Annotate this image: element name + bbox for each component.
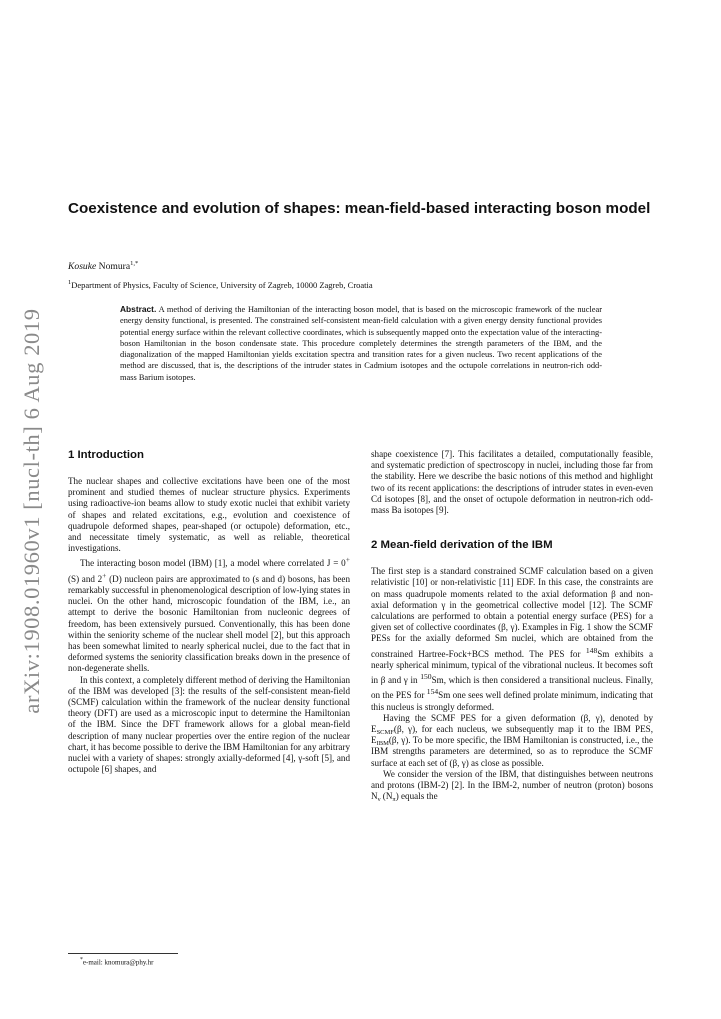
section-heading-mean-field: 2 Mean-field derivation of the IBM [371, 539, 553, 552]
intro-paragraph-1: The nuclear shapes and collective excitations have been one of the most prominent and studied themes of nuclear structure physics. Experiments using radioactive-ion beams allow to study exotic nuclei that exhibit variety of shapes and related excitations, e.g., evolution and coexistence of quadrupole deformed shapes, pear-shaped (or octupole) deformation, etc., and necessitate timely systematic, as well as reliable, theoretical investigations. [68, 476, 350, 554]
sec2-paragraph-1: The first step is a standard constrained SCMF calculation based on a given relativistic [10] or non-relativistic [11] EDF. In this case, the constraints are on mass quadrupole moments related to the axial deformation β and non-axial deformation γ in the geometrical collective model [12]. The SCMF calculations are performed to obtain a potential energy surface (PES) for a given set of collective coordinates (β, γ). Examples in Fig. 1 show the SCMF PESs for the axially deformed Sm nuclei, which are obtained from the constrained Hartree-Fock+BCS method. The PES for $^{148}$Sm exhibits a nearly spherical minimum, typical of the vibrational nucleus. It becomes soft in β and γ in $^{150}$Sm, which is then considered a transitional nucleus. Finally, on the PES for $^{154}$Sm one sees well defined prolate minimum, indicating that this nucleus is strongly deformed. [371, 566, 653, 712]
intro-paragraph-continued: shape coexistence [7]. This facilitates a detailed, computationally feasible, and systematic prediction of spectroscopy in nuclei, including those far from the stability. Here we describe the basic notions of this method and highlight two of its recent applications: the descriptions of intruder states in even-even Cd isotopes [8], and the onset of octupole deformation in neutron-rich odd-mass Ba isotopes [9]. [371, 449, 653, 516]
right-column [371, 449, 653, 802]
author-line [68, 261, 138, 272]
footnote-rule [68, 953, 178, 954]
author-family-name: Nomura [98, 261, 131, 272]
affiliation [68, 280, 373, 290]
affiliation-mark: 1 [68, 279, 72, 287]
sec2-paragraph-3: We consider the version of the IBM, that distinguishes between neutrons and protons (IBM-2) [2]. In the IBM-2, number of neutron (proton) bosons $N_\nu$ $(N_\pi)$ equals the [371, 768, 653, 804]
intro-paragraph-2: The interacting boson model (IBM) [1], a model where correlated J = 0+ (S) and 2+ (D) nucleon pairs are approximated to (s and d) bosons, has been remarkably successful in phenomenological description of low-lying states in nuclei. On the other hand, microscopic foundation of the IBM, i.e., an attempt to derive the bosonic Hamiltonian from nucleonic degrees of freedom, has been extensively pursued. Conventionally, this has been done within the seniority scheme of the nuclear shell model [2], but this approach has been somewhat limited to nearly spherical nuclei, due to the fact that in deformed systems the seniority classification breaks down in the presence of non-degenerate shells. [68, 555, 351, 674]
author-marks: 1,* [130, 259, 139, 267]
abstract-text: A method of deriving the Hamiltonian of the interacting boson model, that is based on the microscopic framework of the nuclear energy density functional, is presented. The constrained self-consistent mean-field calculation with a given energy density functional provides potential energy surface within the relevant collective coordinates, which is subsequently mapped onto the expectation value of the interacting-boson Hamiltonian in the boson condensate state. This procedure completely determines the strength parameters of the IBM, and the diagonalization of the mapped Hamiltonian yields excitation spectra and transition rates for a given nucleus. Two recent applications of the method are discussed, that is, the descriptions of the intruder states in Cadmium isotopes and the octupole correlations in neutron-rich odd-mass Barium isotopes. [120, 305, 602, 382]
section-heading-introduction: 1 Introduction [68, 449, 144, 461]
arxiv-id: arXiv:1908.01960v1 [nucl-th] 6 Aug 2019 [19, 308, 44, 714]
affiliation-text: Department of Physics, Faculty of Science, University of Zagreb, 10000 Zagreb, Croatia [71, 280, 373, 290]
paper-title: Coexistence and evolution of shapes: mean-field-based interacting boson model [68, 200, 651, 217]
left-column [68, 448, 350, 775]
intro-paragraph-3: In this context, a completely different method of deriving the Hamiltonian of the IBM was developed [3]: the results of the self-consistent mean-field (SCMF) calculation within the framework of the nuclear density functional theory (DFT) are used as a microscopic input to determine the Hamiltonian of the IBM. Since the DFT framework allows for a global mean-field description of many nuclear properties over the entire region of the nuclear chart, it has become possible to derive the IBM Hamiltonian for any arbitrary nuclei with a variety of shapes: strongly axially-deformed [4], γ-soft [5], and octupole [6] shapes, and [68, 674, 350, 775]
footnote-email: e-mail: knomura@phy.hr [82, 958, 154, 967]
footnote-mark: * [80, 957, 83, 963]
sec2-paragraph-2: Having the SCMF PES for a given deformation (β, γ), denoted by $E_{SCMF}(\beta$, γ), for each nucleus, we subsequently map it to the IBM PES, $E_{IBM}(\beta$, γ). To be more specific, the IBM Hamiltonian is constructed, i.e., the IBM strengths parameters are determined, so as to reproduce the SCMF surface at each set of (β, γ) as close as possible. [371, 712, 653, 768]
footnote [80, 957, 153, 966]
abstract-label: Abstract. [120, 304, 157, 314]
arxiv-sidebar-stamp [10, 308, 54, 714]
author-given-name: Kosuke [68, 261, 97, 272]
abstract [120, 304, 602, 383]
